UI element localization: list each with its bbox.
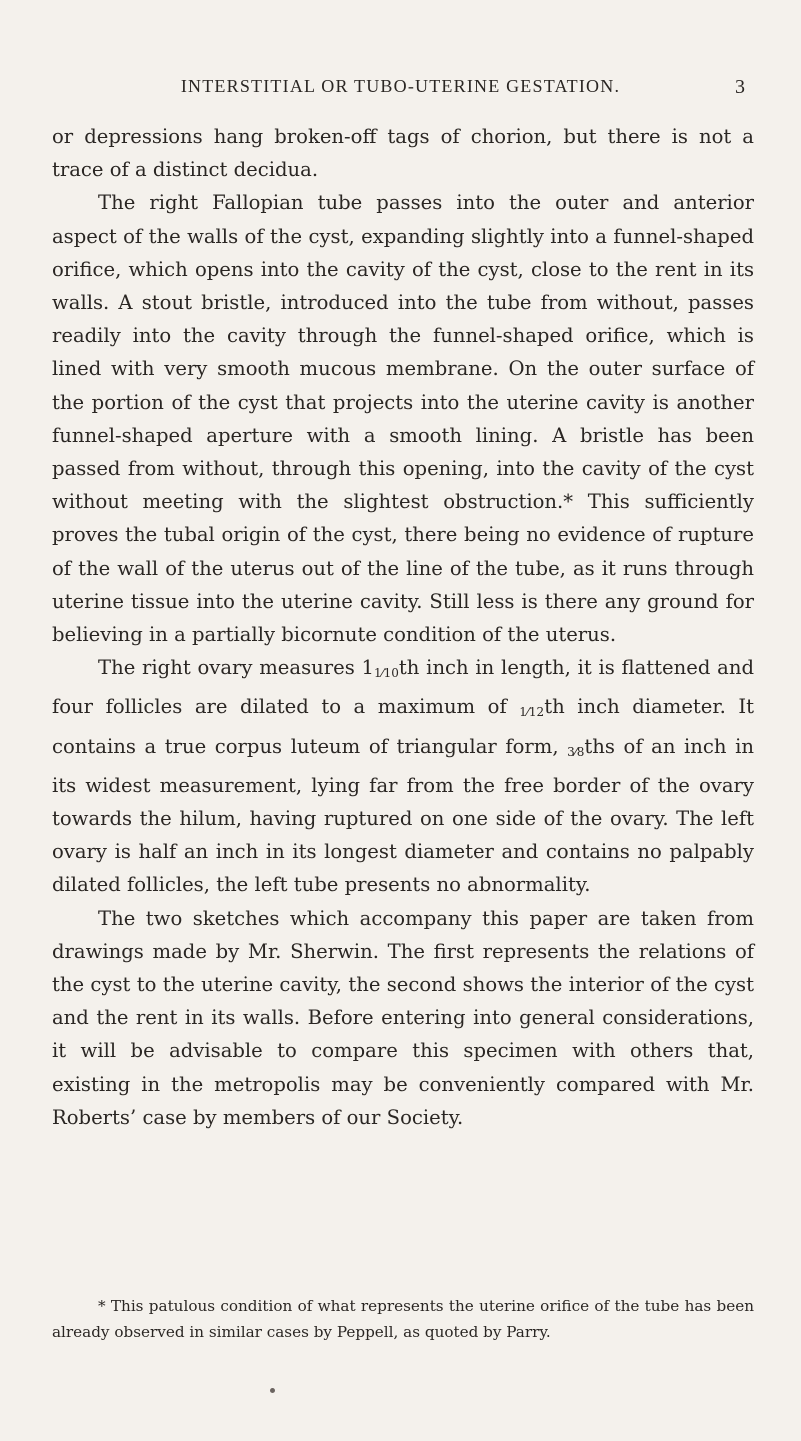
footnote — [52, 1293, 754, 1345]
paragraph-3-part-d: ths of an inch in its widest measurement, lying far from the free border of the ovary towards the hilum, having ruptured on one side of the ovary. The left ovary is half an inch in its longest diameter and contains no palpably dilated follicles, the left tube presents no abnormality. — [52, 734, 754, 897]
fraction-three-eighths: 3⁄8 — [567, 744, 585, 759]
paragraph-3 — [52, 651, 754, 901]
footnote-text: * This patulous condition of what represents the uterine orifice of the tube has been already observed in similar cases by Peppell, as quoted by Parry. — [52, 1297, 754, 1341]
body-text — [52, 120, 754, 1134]
page-number: 3 — [735, 76, 745, 98]
paragraph-3-part-a: The right ovary measures 1 — [98, 656, 374, 680]
paragraph-3-part-b: th inch in length, it is flattened and four follicles are dilated to a maximum of — [52, 656, 754, 719]
paragraph-2: The right Fallopian tube passes into the outer and anterior aspect of the walls of the cyst, expanding slightly into a funnel-shaped orifice, which opens into the cavity of the cyst, close to the rent in its walls. A stout bristle, introduced into the tube from without, passes readily into the cavity through the funnel-shaped orifice, which is lined with very smooth mucous membrane. On the outer surface of the portion of the cyst that projects into the uterine cavity is another funnel-shaped aperture with a smooth lining. A bristle has been passed from without, through this opening, into the cavity of the cyst without meeting with the slightest obstruction.* This sufficiently proves the tubal origin of the cyst, there being no evidence of rupture of the wall of the uterus out of the line of the tube, as it runs through uterine tissue into the uterine cavity. Still less is there any ground for believing in a partially bicornute condition of the uterus. — [52, 191, 754, 647]
paragraph-4: The two sketches which accompany this paper are taken from drawings made by Mr. Sherwin. The first represents the relations of the cyst to the uterine cavity, the second shows the interior of the cyst and the rent in its walls. Before entering into general considerations, it will be advisable to compare this specimen with others that, existing in the metropolis may be conveniently compared with Mr. Roberts’ case by members of our Society. — [52, 906, 754, 1129]
ink-speck — [270, 1388, 275, 1393]
fraction-one-tenth: 1⁄10 — [374, 666, 399, 681]
running-head — [0, 76, 801, 100]
paragraph-1: or depressions hang broken-off tags of chorion, but there is not a trace of a distinct decidua. — [52, 125, 754, 182]
paragraph-3-part-c: th inch diameter. It contains a true corpus luteum of triangular form, — [52, 695, 754, 758]
fraction-one-twelfth: 1⁄12 — [519, 705, 545, 720]
running-title: INTERSTITIAL OR TUBO-UTERINE GESTATION. — [180, 76, 621, 96]
